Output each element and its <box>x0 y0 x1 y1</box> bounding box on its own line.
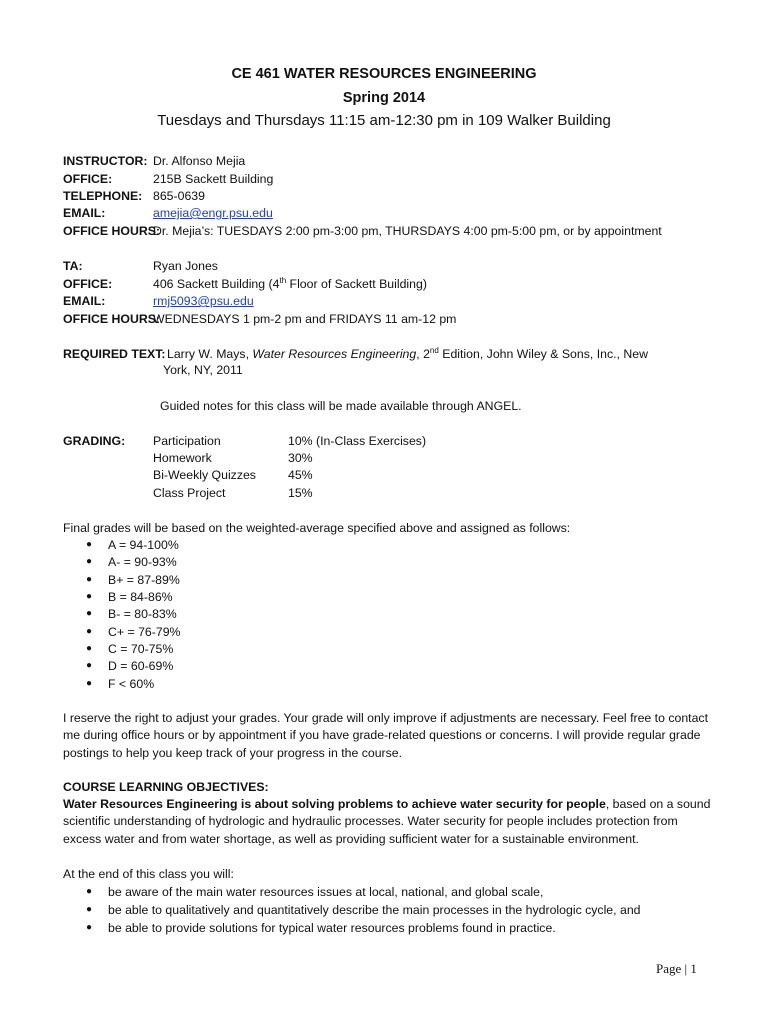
instructor-email-label: EMAIL: <box>63 206 106 220</box>
grade-scale-item: A- = 90-93% <box>108 555 177 569</box>
grade-scale-item: C = 70-75% <box>108 642 174 656</box>
required-text-value <box>167 346 648 362</box>
objectives-heading: COURSE LEARNING OBJECTIVES: <box>63 780 269 794</box>
bullet-dot: ● <box>86 660 93 671</box>
course-term: Spring 2014 <box>342 90 426 106</box>
grade-scale-item: D = 60-69% <box>108 659 174 673</box>
objective-item: be able to qualitatively and quantitatively describe the main processes in the hydrologic cycle, and <box>108 903 641 917</box>
ta-hours-label: OFFICE HOURS: <box>63 312 161 326</box>
bullet-dot: ● <box>86 643 93 654</box>
grading-value-3: 15% <box>288 486 313 500</box>
course-title: CE 461 WATER RESOURCES ENGINEERING <box>231 66 537 82</box>
ta-office-label: OFFICE: <box>63 277 113 291</box>
objective-item: be able to provide solutions for typical water resources problems found in practice. <box>108 921 556 935</box>
ta-label: TA: <box>63 259 83 273</box>
book-author: Larry W. Mays, <box>167 347 253 361</box>
grading-value-1: 30% <box>288 451 313 465</box>
instructor-label: INSTRUCTOR: <box>63 154 148 168</box>
instructor-value: Dr. Alfonso Mejia <box>153 154 246 168</box>
objectives-rest: , based on a sound scientific understanding of hydrologic and hydraulic processes. Water security for people includes protection from excess water and from water shortage, as well as providing sufficient water for a sustainable environment. <box>63 797 711 846</box>
guided-notes: Guided notes for this class will be made available through ANGEL. <box>160 399 522 413</box>
bullet-dot: ● <box>86 678 93 689</box>
book-edition-b: Edition, John Wiley & Sons, Inc., New <box>438 347 648 361</box>
grading-name-0: Participation <box>153 434 221 448</box>
grading-value-2: 45% <box>288 468 313 482</box>
instructor-hours-value: Dr. Mejia’s: TUESDAYS 2:00 pm-3:00 pm, THURSDAYS 4:00 pm-5:00 pm, or by appointment <box>153 224 662 238</box>
ta-email-label: EMAIL: <box>63 294 106 308</box>
objective-item: be aware of the main water resources issues at local, national, and global scale, <box>108 885 544 899</box>
book-edition-a: , 2 <box>416 347 430 361</box>
grading-label: GRADING: <box>63 434 126 448</box>
grade-scale-item: C+ = 76-79% <box>108 625 181 639</box>
grade-scale-item: F < 60% <box>108 677 155 691</box>
ta-office-sup: th <box>279 275 287 285</box>
course-schedule: Tuesdays and Thursdays 11:15 am-12:30 pm in 109 Walker Building <box>157 112 611 129</box>
final-grades-intro: Final grades will be based on the weighted-average specified above and assigned as follows: <box>63 521 571 535</box>
ta-office-text-a: 406 Sackett Building (4 <box>153 277 280 291</box>
grade-adjust-paragraph: I reserve the right to adjust your grades. Your grade will only improve if adjustments are necessary. Feel free to contact me during office hours or by appointment if you have grade-related questions or concerns. I will provide regular grade postings to help you keep track of your progress in the course. <box>63 711 708 760</box>
instructor-office-label: OFFICE: <box>63 172 113 186</box>
ta-office-value <box>153 276 427 292</box>
grade-scale-item: B = 84-86% <box>108 590 173 604</box>
telephone-value: 865-0639 <box>153 189 205 203</box>
telephone-label: TELEPHONE: <box>63 189 143 203</box>
book-title: Water Resources Engineering <box>252 347 417 361</box>
ta-value: Ryan Jones <box>153 259 218 273</box>
bullet-dot: ● <box>86 904 93 915</box>
ta-email-link[interactable]: rmj5093@psu.edu <box>153 294 254 308</box>
bullet-dot: ● <box>86 591 93 602</box>
book-edition-sup: nd <box>429 345 439 355</box>
bullet-dot: ● <box>86 626 93 637</box>
page-number: Page | 1 <box>656 961 697 976</box>
instructor-hours-label: OFFICE HOURS: <box>63 224 161 238</box>
instructor-email-link[interactable]: amejia@engr.psu.edu <box>153 206 273 220</box>
grading-name-3: Class Project <box>153 486 226 500</box>
required-text-line2: York, NY, 2011 <box>163 363 243 377</box>
objectives-paragraph <box>63 796 713 848</box>
objectives-bold-lead: Water Resources Engineering is about solving problems to achieve water security for people <box>63 797 606 811</box>
ta-office-text-b: Floor of Sackett Building) <box>286 277 427 291</box>
required-text-label: REQUIRED TEXT: <box>63 347 166 361</box>
bullet-dot: ● <box>86 574 93 585</box>
bullet-dot: ● <box>86 608 93 619</box>
instructor-office-value: 215B Sackett Building <box>153 172 274 186</box>
grading-name-2: Bi-Weekly Quizzes <box>153 468 256 482</box>
bullet-dot: ● <box>86 539 93 550</box>
bullet-dot: ● <box>86 922 93 933</box>
bullet-dot: ● <box>86 556 93 567</box>
grade-scale-item: A = 94-100% <box>108 538 179 552</box>
grading-value-0: 10% (In-Class Exercises) <box>288 434 427 448</box>
end-of-class-intro: At the end of this class you will: <box>63 867 234 881</box>
bullet-dot: ● <box>86 886 93 897</box>
grade-scale-item: B- = 80-83% <box>108 607 177 621</box>
ta-hours-value: WEDNESDAYS 1 pm-2 pm and FRIDAYS 11 am-12 pm <box>153 312 457 326</box>
grade-scale-item: B+ = 87-89% <box>108 573 180 587</box>
grading-name-1: Homework <box>153 451 212 465</box>
